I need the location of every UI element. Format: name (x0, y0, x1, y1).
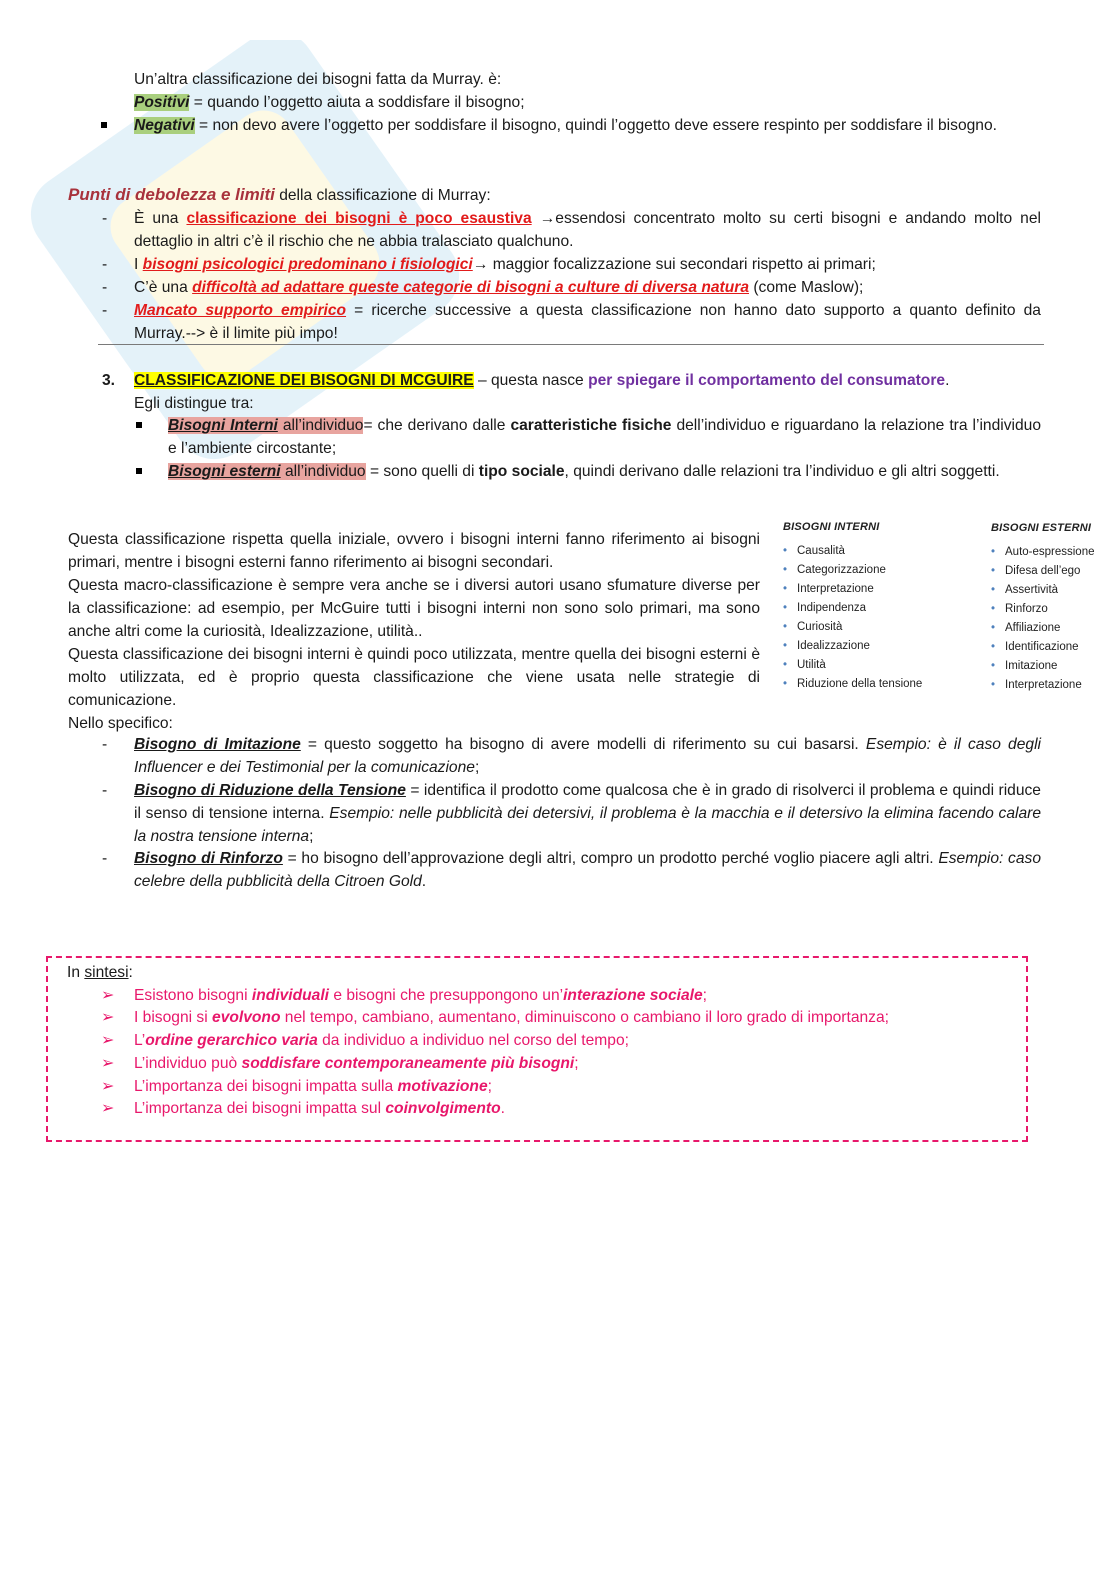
negativi-text: = non devo avere l’oggetto per soddisfare il bisogno, quindi l’oggetto deve essere respinto per soddisfare il bisogno. (194, 117, 997, 134)
synthesis-intro: In sintesi: (67, 964, 133, 981)
dash-bullet: - (102, 850, 108, 867)
list-item: • Auto-espressione (991, 543, 1111, 562)
synthesis-item-4: L’individuo può soddisfare contemporaneamente più bisogni; (134, 1055, 579, 1072)
list-item: • Causalità (783, 542, 983, 561)
list-item: • Assertività (991, 581, 1111, 600)
arrow-bullet-icon: ➢ (101, 1055, 115, 1072)
nello-specifico: Nello specifico: (68, 715, 173, 732)
dash-bullet: - (102, 210, 108, 227)
weakness-heading-term: Punti di debolezza e limiti (68, 185, 275, 204)
list-item: • Categorizzazione (783, 561, 983, 580)
mcguire-title: CLASSIFICAZIONE DEI BISOGNI DI MCGUIRE (134, 372, 474, 389)
arrow-bullet-icon: ➢ (101, 1009, 115, 1026)
body-p2: Questa macro-classificazione è sempre vera anche se i diversi autori usano sfumature diverse per la classificazione: ad esempio, per McGuire tutti i bisogni interni non sono solo primari, ma sono anche altri come la curiosità, Idealizzazione, utilità.. (68, 577, 760, 640)
body-paragraph (68, 528, 760, 735)
interni-header: BISOGNI INTERNI (783, 521, 880, 533)
positivi-text: = quando l’oggetto aiuta a soddisfare il bisogno; (189, 94, 525, 111)
esterni-header: BISOGNI ESTERNI (991, 522, 1092, 534)
distingue-text: Egli distingue tra: (134, 395, 254, 412)
list-item: • Interpretazione (783, 580, 983, 599)
bisogni-interni-list (783, 516, 983, 694)
weakness-item-3: C’è una difficoltà ad adattare queste categorie di bisogni a culture di diversa natura (come Maslow); (134, 279, 864, 296)
arrow-bullet-icon: ➢ (101, 1078, 115, 1095)
negativi-term: Negativi (134, 117, 195, 134)
bisogni-interni: Bisogni Interni all’individuo= che derivano dalle caratteristiche fisiche dell’individuo e riguardano la relazione tra l’individuo e l’ambiente circostante; (168, 417, 1042, 457)
dash-bullet: - (102, 782, 108, 799)
square-bullet-icon (136, 468, 142, 474)
arrow-bullet-icon: ➢ (101, 1032, 115, 1049)
bisogni-esterni: Bisogni esterni all’individuo = sono quelli di tipo sociale, quindi derivano dalle relazioni tra l’individuo e gli altri soggetti. (168, 463, 1000, 480)
mcguire-title-line: CLASSIFICAZIONE DEI BISOGNI DI MCGUIRE – questa nasce per spiegare il comportamento del consumatore. (134, 372, 950, 389)
weakness-heading (68, 183, 1028, 207)
synthesis-item-5: L’importanza dei bisogni impatta sulla motivazione; (134, 1078, 492, 1095)
synthesis-item-3: L’ordine gerarchico varia da individuo a individuo nel corso del tempo; (134, 1032, 629, 1049)
list-item: • Idealizzazione (783, 637, 983, 656)
specific-item-1: Bisogno di Imitazione = questo soggetto ha bisogno di avere modelli di riferimento su cui basarsi. Esempio: è il caso degli Influencer e dei Testimonial per la comunicazione; (134, 736, 1042, 776)
arrow-bullet-icon: ➢ (101, 1100, 115, 1117)
weakness-item-2: I bisogni psicologici predominano i fisiologici→ maggior focalizzazione sui secondari rispetto ai primari; (134, 256, 876, 273)
specific-item-2: Bisogno di Riduzione della Tensione = identifica il prodotto come qualcosa che è in grado di risolverci il problema e quindi riduce il senso di tensione interna. Esempio: nelle pubblicità dei detersivi, il problema è la macchia e il detersivo la elimina facendo calare la nostra tensione interna; (134, 782, 1041, 845)
murray-positivi (134, 91, 1044, 114)
esterni-term: Bisogni esterni (168, 463, 281, 480)
list-item: • Riduzione della tensione (783, 675, 983, 694)
interni-term: Bisogni Interni (168, 417, 278, 434)
list-item: • Utilità (783, 656, 983, 675)
square-bullet-icon (136, 422, 142, 428)
weakness-heading-rest: della classificazione di Murray: (274, 187, 491, 204)
list-item: • Affiliazione (991, 619, 1111, 638)
murray-negativi (134, 114, 1041, 137)
synthesis-item-6: L’importanza dei bisogni impatta sul coinvolgimento. (134, 1100, 505, 1117)
list-item: • Curiosità (783, 618, 983, 637)
bisogni-esterni-list (991, 517, 1111, 695)
mcguire-purpose: per spiegare il comportamento del consumatore (588, 372, 946, 389)
dash-bullet: - (102, 302, 108, 319)
list-item: • Difesa dell’ego (991, 562, 1111, 581)
dash-bullet: - (102, 736, 108, 753)
murray-intro: Un’altra classificazione dei bisogni fatta da Murray. è: (134, 71, 502, 88)
list-item: • Imitazione (991, 657, 1111, 676)
list-item: • Indipendenza (783, 599, 983, 618)
section-number: 3. (102, 372, 116, 389)
body-p1: Questa classificazione rispetta quella iniziale, ovvero i bisogni interni fanno riferimento ai bisogni primari, mentre i bisogni esterni fanno riferimento ai bisogni secondari. (68, 531, 760, 571)
weakness-item-1: È una classificazione dei bisogni è poco esaustiva →essendosi concentrato molto su certi bisogni e andando molto nel dettaglio in altri c’è il rischio che ne abbia tralasciato qualchuno. (134, 210, 1041, 250)
section-divider (98, 344, 1044, 345)
weakness-item-4: Mancato supporto empirico = ricerche successive a questa classificazione non hanno dato supporto a quanto definito da Murray.--> è il limite più impo! (134, 302, 1041, 342)
positivi-term: Positivi (134, 94, 190, 111)
body-p3: Questa classificazione dei bisogni interni è quindi poco utilizzata, mentre quella dei bisogni esterni è molto utilizzata, ed è proprio questa classificazione che viene usata nelle strategie di comunicazione. (68, 646, 760, 709)
dash-bullet: - (102, 279, 108, 296)
arrow-bullet-icon: ➢ (101, 987, 115, 1004)
specific-item-3: Bisogno di Rinforzo = ho bisogno dell’approvazione degli altri, compro un prodotto perché voglio piacere agli altri. Esempio: caso celebre della pubblicità della Citroen Gold. (134, 850, 1041, 890)
list-item: • Identificazione (991, 638, 1111, 657)
synthesis-item-2: I bisogni si evolvono nel tempo, cambiano, aumentano, diminuiscono o cambiano il loro grado di importanza; (134, 1009, 889, 1026)
list-item: • Interpretazione (991, 676, 1111, 695)
dash-bullet: - (102, 256, 108, 273)
square-bullet-icon (101, 122, 107, 128)
synthesis-item-1: Esistono bisogni individuali e bisogni che presuppongono un’interazione sociale; (134, 987, 707, 1004)
list-item: • Rinforzo (991, 600, 1111, 619)
